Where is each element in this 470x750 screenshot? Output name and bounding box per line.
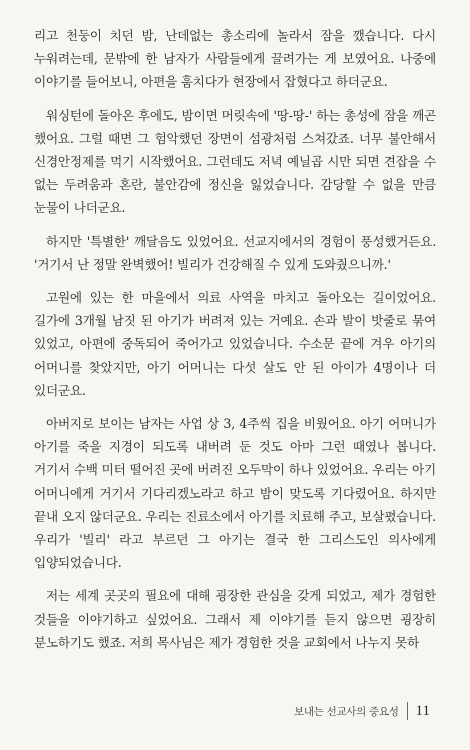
body-text — [34, 24, 436, 654]
paragraph-4: 고원에 있는 한 마을에서 의료 사역을 마치고 돌아오는 길이었어요. 길가에 3개월 남짓 된 아기가 버려져 있는 거예요. 손과 발이 밧줄로 묶여 있었고, 아편에 중독되어 죽어가고 있었습니다. 수소문 끝에 겨우 아기의 어머니를 찾았지만, 아기 어머니는 다섯 살도 안 된 아이가 4명이나 더 있더군요. — [34, 290, 436, 398]
running-head: 보내는 선교사의 중요성 — [294, 705, 399, 718]
page-number: 11 — [415, 702, 430, 719]
paragraph-1: 리고 천둥이 치던 밤, 난데없는 총소리에 놀라서 잠을 깼습니다. 다시 누워려는데, 문밖에 한 남자가 사람들에게 끌려가는 게 보였어요. 나중에 이야기를 들어보니, 아편을 훔치다가 현장에서 잡혔다고 하더군요. — [34, 28, 436, 90]
paragraph-5: 아버지로 보이는 남자는 사업 상 3, 4주씩 집을 비웠어요. 아기 어머니가 아기를 죽을 지경이 되도록 내버려 둔 것도 아마 그런 때였나 봅니다. 거기서 수백 미터 떨어진 곳에 버려진 오두막이 하나 있었어요. 우리는 아기 어머니에게 거기서 기다리겠노라고 하고 밤이 맞도록 기다렸어요. 하지만 끝내 오지 않더군요. 우리는 진료소에서 아기를 치료해 주고, 보살폈습니다. 우리가 '빌리' 라고 부르던 그 아기는 결국 한 그리스도인 의사에게 입양되었습니다. — [34, 416, 436, 571]
page-footer — [294, 702, 430, 720]
paragraph-6: 저는 세계 곳곳의 필요에 대해 굉장한 관심을 갖게 되었고, 제가 경험한 것들을 이야기하고 싶었어요. 그래서 제 이야기를 듣지 않으면 굉장히 분노하기도 했죠. 저희 목사님은 제가 경험한 것을 교회에서 나누지 못하 — [34, 588, 436, 650]
paragraph-2: 워싱턴에 돌아온 후에도, 밤이면 머릿속에 '땅-땅-' 하는 총성에 잠을 깨곤 했어요. 그럴 때면 그 험악했던 장면이 섬광처럼 스쳐갔죠. 너무 불안해서 신경안정제를 먹기 시작했어요. 그런데도 저녁 예닐곱 시만 되면 견잡을 수 없는 두려움과 혼란, 불안감에 정신을 잃었습니다. 감당할 수 없을 만큼 눈물이 나더군요. — [34, 107, 436, 216]
footer-divider — [407, 702, 408, 720]
paragraph-3: 하지만 '특별한' 깨달음도 있었어요. 선교지에서의 경험이 풍성했거든요. '거기서 난 정말 완벽했어! 빌리가 건강해질 수 있게 도와줬으니까.' — [34, 233, 436, 272]
